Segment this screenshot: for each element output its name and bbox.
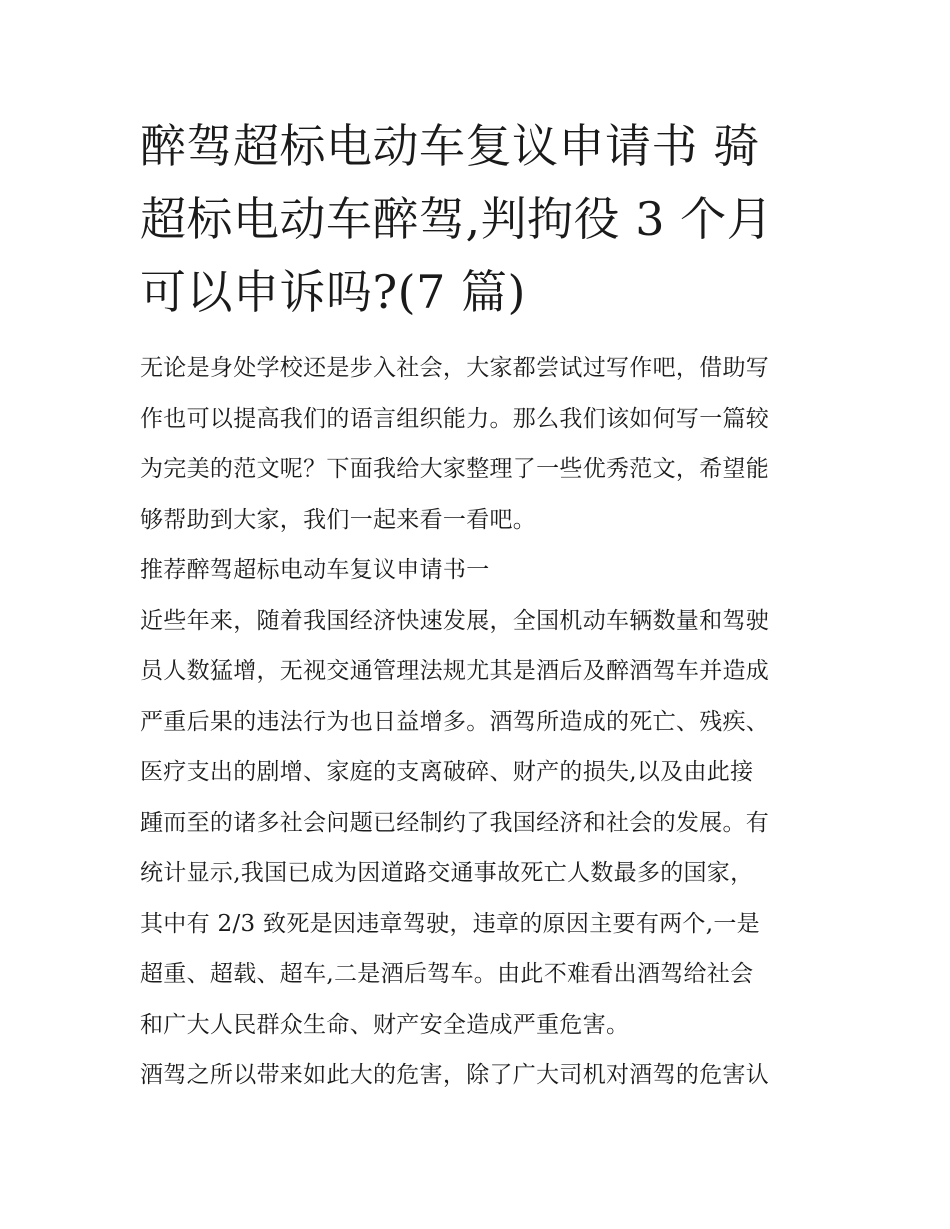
document-body [140, 343, 815, 1101]
body-line: 踵而至的诸多社会问题已经制约了我国经济和社会的发展。有 [140, 809, 770, 836]
body-line: 和广大人民群众生命、财产安全造成严重危害。 [140, 1011, 630, 1038]
title-line: 超标电动车醉驾,判拘役 3 个月 [140, 192, 774, 246]
body-line: 严重后果的违法行为也日益增多。酒驾所造成的死亡、残疾、 [140, 708, 770, 735]
body-line: 统计显示,我国已成为因道路交通事故死亡人数最多的国家， [140, 860, 754, 886]
body-line: 其中有 2/3 致死是因违章驾驶，违章的原因主要有两个,一是 [140, 910, 760, 937]
section-heading: 推荐醉驾超标电动车复议申请书一 [140, 557, 490, 583]
body-line: 超重、超载、超车,二是酒后驾车。由此不难看出酒驾给社会 [140, 961, 754, 987]
intro-line: 无论是身处学校还是步入社会，大家都尝试过写作吧，借助写 [140, 355, 770, 381]
intro-line: 为完美的范文呢？下面我给大家整理了一些优秀范文，希望能 [140, 456, 770, 482]
title-line: 醉驾超标电动车复议申请书 骑 [140, 119, 760, 173]
intro-line: 够帮助到大家，我们一起来看一看吧。 [140, 506, 537, 533]
title-line: 可以申诉吗?(7 篇) [140, 265, 526, 319]
body-line: 酒驾之所以带来如此大的危害，除了广大司机对酒驾的危害认 [140, 1062, 770, 1088]
body-line: 员人数猛增，无视交通管理法规尤其是酒后及醉酒驾车并造成 [140, 658, 770, 684]
body-line: 医疗支出的剧增、家庭的支离破碎、财产的损失,以及由此接 [140, 759, 754, 785]
body-line: 近些年来，随着我国经济快速发展，全国机动车辆数量和驾驶 [140, 607, 770, 634]
intro-line: 作也可以提高我们的语言组织能力。那么我们该如何写一篇较 [140, 405, 770, 432]
document-title [140, 110, 815, 329]
document-page [140, 110, 815, 1101]
